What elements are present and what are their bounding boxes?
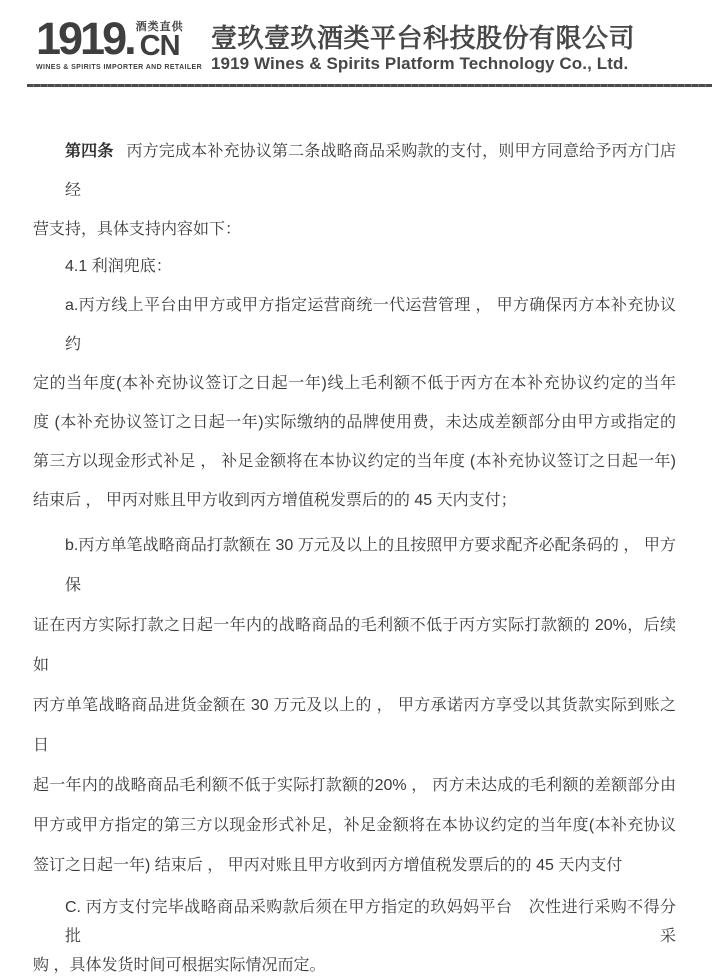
- letterhead: [0, 0, 722, 73]
- company-name-english: 1919 Wines & Spirits Platform Technology Co., Ltd.: [211, 54, 629, 73]
- company-logo: [36, 13, 203, 71]
- paragraph-line: 定的当年度(本补充协议签订之日起一年)线上毛利额不低于丙方在本补充协议约定的当年: [33, 375, 676, 392]
- paragraph-line: 签订之日起一年) 结束后 ， 甲丙对账且甲方收到丙方增值税发票后的的 45 天内支付: [33, 857, 623, 874]
- letterhead-divider: [27, 84, 712, 87]
- paragraph-line: [33, 132, 676, 210]
- logo-cn-column: [136, 21, 184, 60]
- document-body: [0, 132, 722, 980]
- company-name-block: [211, 18, 635, 73]
- paragraph-line: 第三方以现金形式补足 ， 补足金额将在本协议约定的当年度 (本补充协议签订之日起一年): [33, 453, 676, 470]
- logo-tagline-cn: 酒类直供: [135, 21, 184, 33]
- logo-1919-text: 1919.: [36, 13, 134, 64]
- paragraph-line: 起一年内的战略商品毛利额不低于实际打款额的20% ， 丙方未达成的毛利额的差额部分由: [33, 777, 676, 794]
- logo-tagline-en: WINES & SPIRITS IMPORTER AND RETAILER: [36, 64, 203, 71]
- logo-wordmark: [36, 13, 188, 64]
- company-name-chinese: 壹玖壹玖酒类平台科技股份有限公司: [211, 23, 636, 53]
- clause-4-label: 第四条: [65, 143, 114, 160]
- subclause-b-paragraph: [33, 526, 676, 886]
- clause-4-line1-text: 丙方完成本补充协议第二条战略商品采购款的支付，则甲方同意给予丙方门店经: [65, 143, 676, 199]
- clause-4-paragraph: [33, 132, 676, 249]
- subclause-a-paragraph: [33, 286, 676, 520]
- paragraph-line: 度 (本补充协议签订之日起一年)实际缴纳的品牌使用费，未达成差额部分由甲方或指定的: [33, 414, 676, 431]
- paragraph-line: 丙方单笔战略商品进货金额在 30 万元及以上的 ， 甲方承诺丙方享受以其货款实际到账之日: [33, 697, 676, 754]
- paragraph-line: 购 ，具体发货时间可根据实际情况而定。: [33, 957, 326, 974]
- section-4-1-heading: 4.1 利润兜底：: [65, 258, 172, 275]
- logo-cn-text: CN: [139, 30, 180, 62]
- paragraph-line: 证在丙方实际打款之日起一年内的战略商品的毛利额不低于丙方实际打款额的 20%，后续如: [33, 617, 676, 674]
- paragraph-line: a.丙方线上平台由甲方或甲方指定运营商统一代运营管理 ， 甲方确保丙方本补充协议约: [65, 297, 676, 353]
- subclause-c-paragraph: [33, 893, 676, 980]
- paragraph-line: 结束后 ， 甲丙对账且甲方收到丙方增值税发票后的的 45 天内支付；: [33, 492, 517, 509]
- paragraph-line: 甲方或甲方指定的第三方以现金形式补足，补足金额将在本协议约定的当年度(本补充协议: [33, 817, 676, 834]
- paragraph-line: b.丙方单笔战略商品打款额在 30 万元及以上的且按照甲方要求配齐必配条码的 ， 甲方保: [65, 537, 676, 594]
- paragraph-line: 营支持，具体支持内容如下：: [33, 221, 242, 238]
- paragraph-line: C. 丙方支付完毕战略商品采购款后须在甲方指定的玖妈妈平台 次性进行采购不得分批采: [65, 899, 676, 945]
